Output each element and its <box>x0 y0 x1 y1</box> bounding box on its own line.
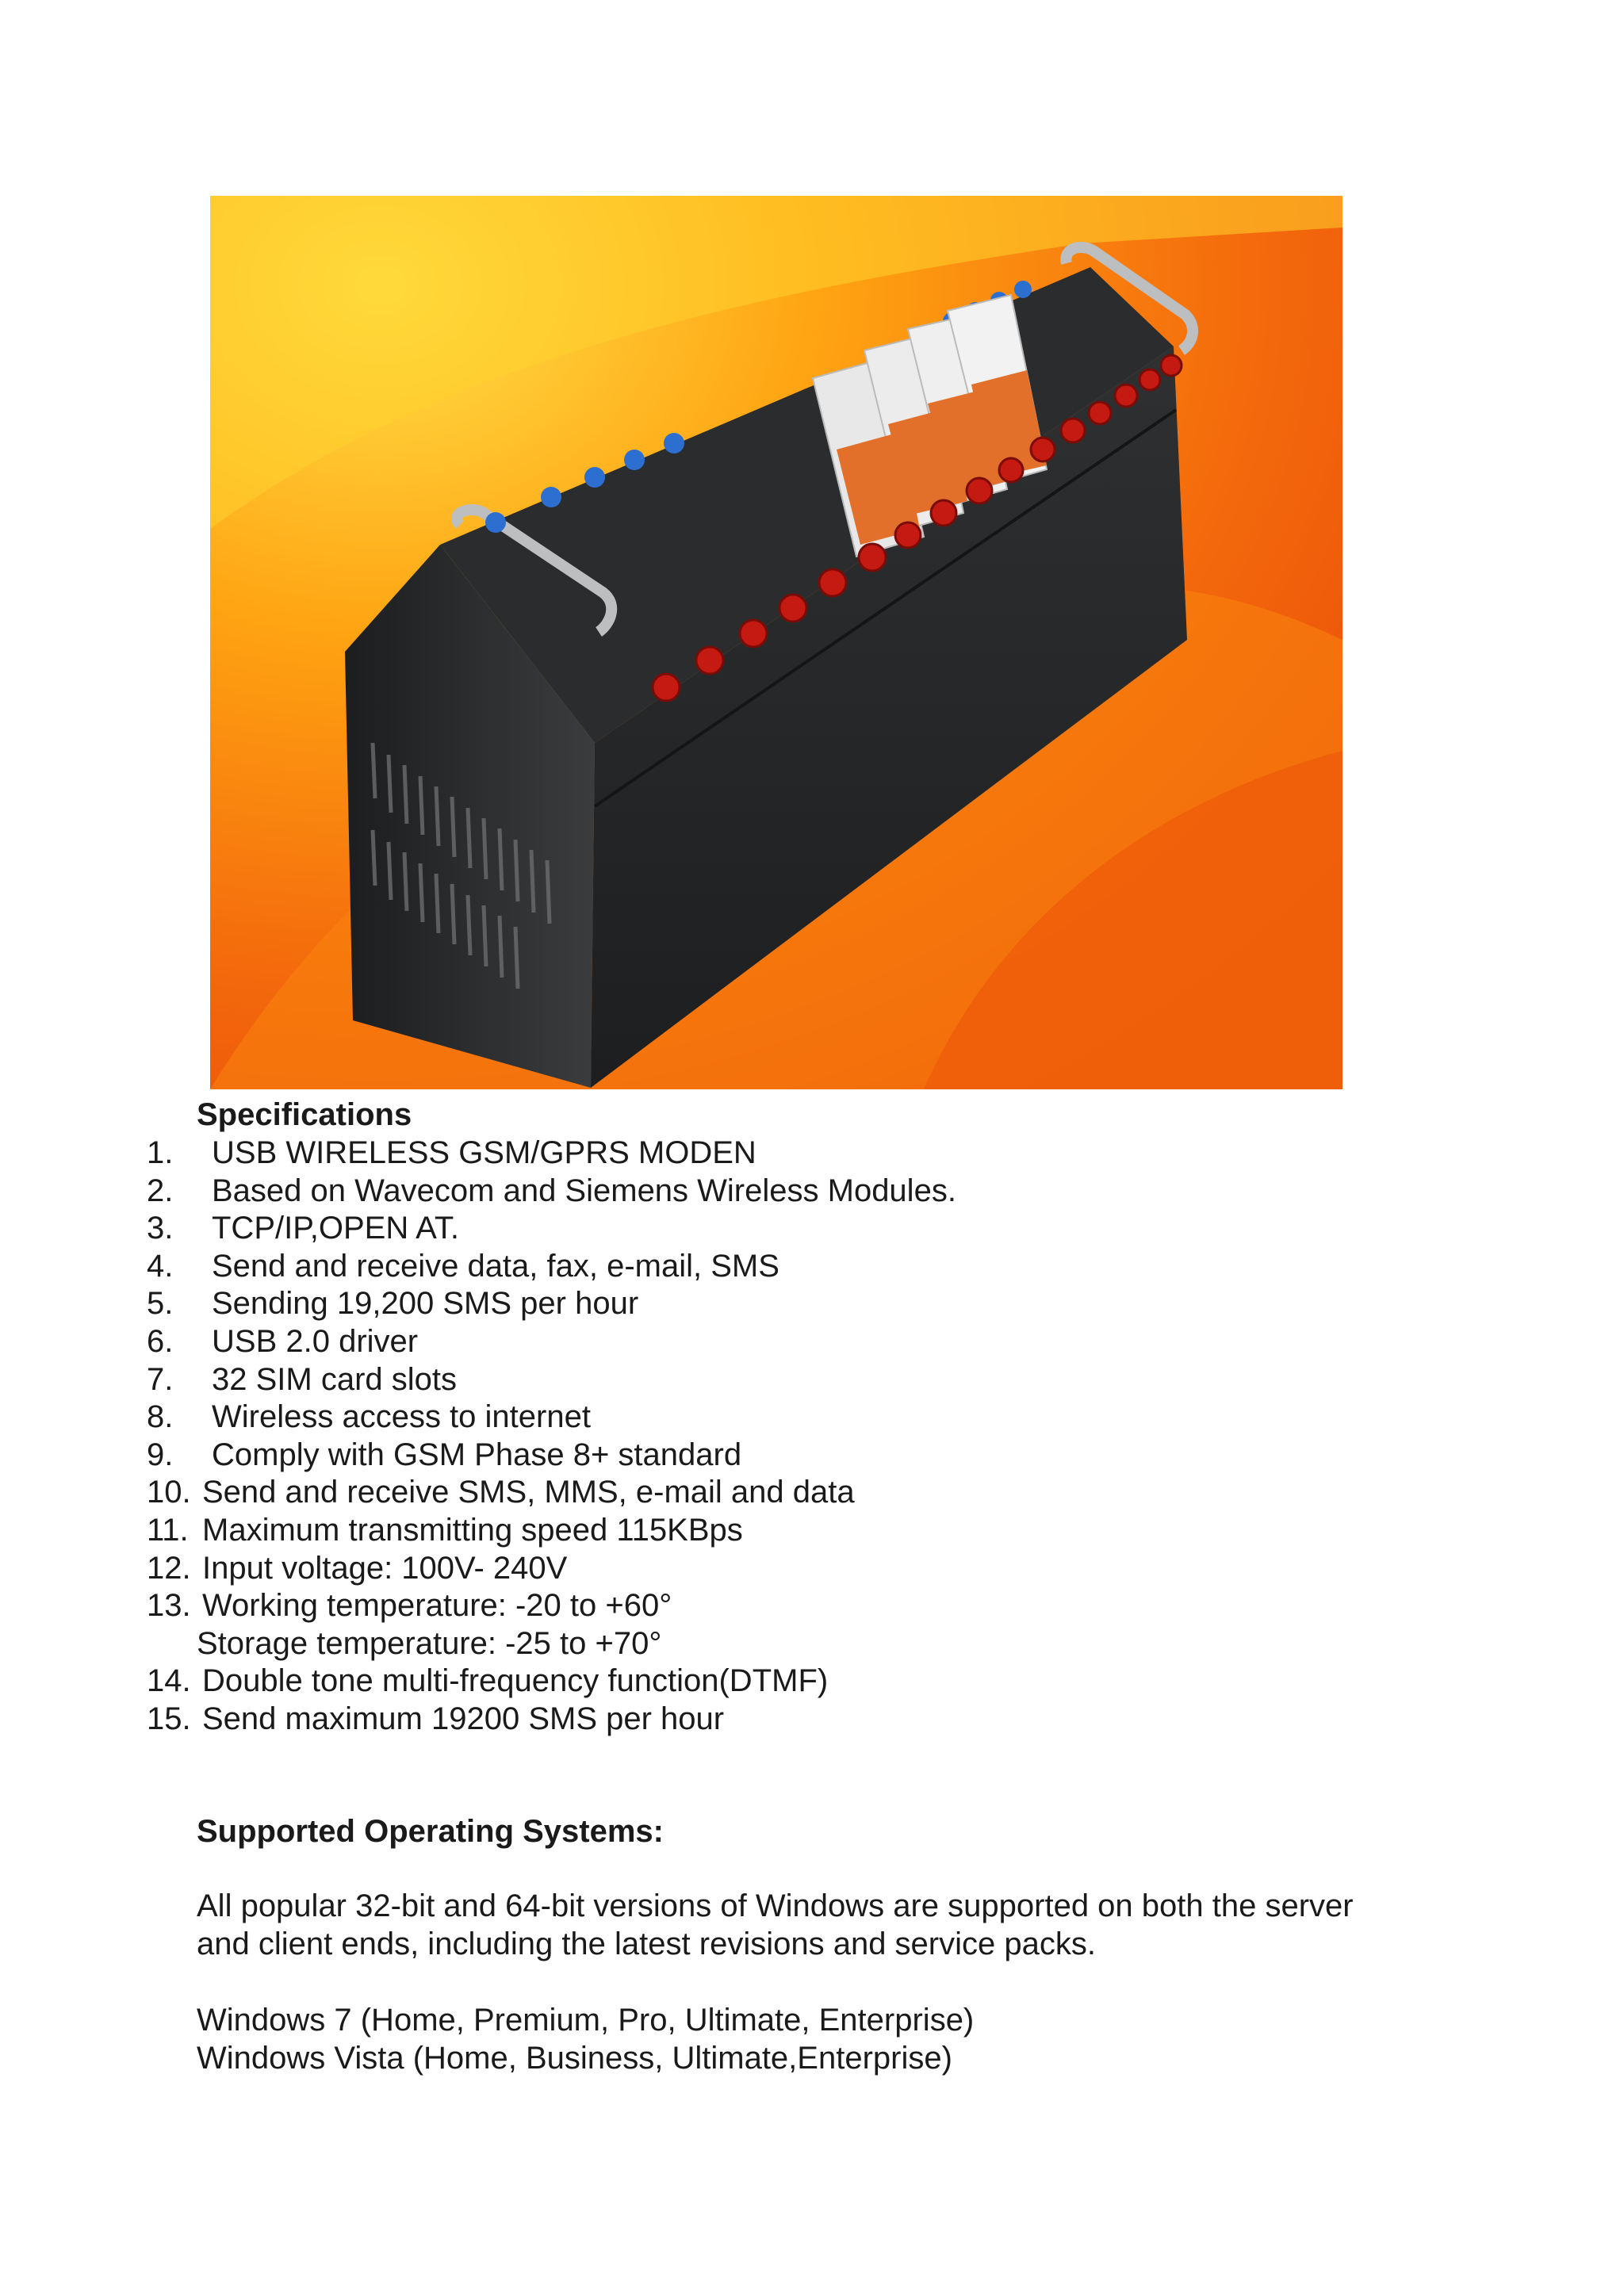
list-item <box>0 1474 1624 1512</box>
list-text: Send maximum 19200 SMS per hour <box>202 1701 725 1736</box>
list-number: 12. <box>147 1550 191 1586</box>
list-item <box>0 1399 1624 1437</box>
os-item-windows-7: Windows 7 (Home, Premium, Pro, Ultimate, Enterprise) <box>197 2003 975 2038</box>
list-item <box>0 1437 1624 1475</box>
list-number: 1. <box>147 1135 174 1170</box>
list-item <box>0 1210 1624 1248</box>
supported-os-intro-line-1: All popular 32-bit and 64-bit versions of Windows are supported on both the server <box>197 1888 1354 1923</box>
list-number: 2. <box>147 1173 174 1208</box>
list-item <box>0 1248 1624 1286</box>
list-number: 14. <box>147 1663 191 1699</box>
supported-os-heading: Supported Operating Systems: <box>197 1814 664 1849</box>
list-text: USB WIRELESS GSM/GPRS MODEN <box>212 1135 756 1170</box>
list-text: Input voltage: 100V- 240V <box>202 1550 568 1586</box>
product-photo <box>210 196 1342 1089</box>
list-text: Double tone multi-frequency function(DTMF) <box>202 1663 829 1699</box>
list-text: USB 2.0 driver <box>212 1323 419 1359</box>
list-text: Comply with GSM Phase 8+ standard <box>212 1437 742 1472</box>
list-number: 7. <box>147 1361 174 1397</box>
list-number: 6. <box>147 1323 174 1359</box>
specifications-heading: Specifications <box>197 1097 412 1132</box>
list-number: 5. <box>147 1286 174 1322</box>
list-item <box>0 1361 1624 1399</box>
list-text: 32 SIM card slots <box>212 1361 458 1397</box>
list-text: Sending 19,200 SMS per hour <box>212 1286 639 1322</box>
list-number: 15. <box>147 1701 191 1736</box>
list-number: 4. <box>147 1248 174 1284</box>
list-number: 13. <box>147 1588 191 1624</box>
list-item <box>0 1512 1624 1550</box>
list-text: Working temperature: -20 to +60° <box>202 1588 672 1624</box>
list-text: TCP/IP,OPEN AT. <box>212 1211 459 1246</box>
list-text: Send and receive data, fax, e-mail, SMS <box>212 1248 779 1284</box>
list-item <box>0 1587 1624 1663</box>
list-number: 9. <box>147 1437 174 1472</box>
list-number: 3. <box>147 1211 174 1246</box>
list-item <box>0 1285 1624 1323</box>
list-item <box>0 1663 1624 1701</box>
list-text: Send and receive SMS, MMS, e-mail and data <box>202 1475 855 1510</box>
list-item <box>0 1323 1624 1361</box>
list-text: Based on Wavecom and Siemens Wireless Modules. <box>212 1173 956 1208</box>
list-item <box>0 1173 1624 1211</box>
os-item-windows-vista: Windows Vista (Home, Business, Ultimate,Enterprise) <box>197 2041 952 2076</box>
list-item <box>0 1701 1624 1739</box>
specifications-list <box>0 1135 1624 1739</box>
list-number: 10. <box>147 1475 191 1510</box>
list-item <box>0 1135 1624 1173</box>
list-item <box>0 1550 1624 1588</box>
list-text: Wireless access to internet <box>212 1399 591 1435</box>
list-number: 8. <box>147 1399 174 1435</box>
list-text-continuation: Storage temperature: -25 to +70° <box>197 1625 662 1661</box>
list-number: 11. <box>147 1512 189 1548</box>
supported-os-intro-line-2: and client ends, including the latest revisions and service packs. <box>197 1927 1096 1961</box>
list-text: Maximum transmitting speed 115KBps <box>202 1512 743 1548</box>
